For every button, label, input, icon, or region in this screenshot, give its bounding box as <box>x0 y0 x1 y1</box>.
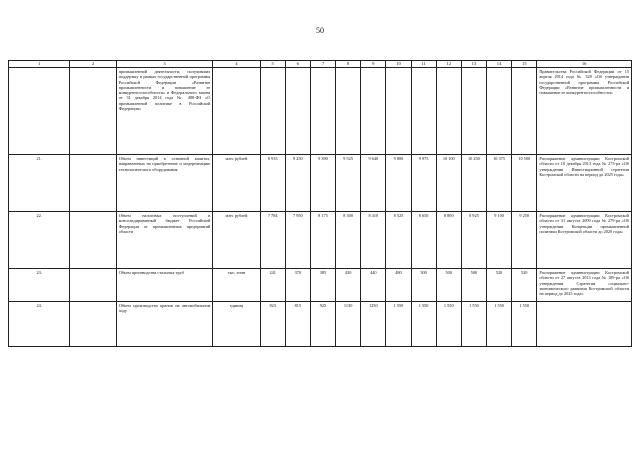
row-col2 <box>70 269 116 302</box>
value-cell: 1 550 <box>487 302 512 347</box>
row-number: 21. <box>9 155 70 212</box>
value-cell <box>310 68 335 155</box>
value-cell: 480 <box>386 269 411 302</box>
indicator-name: Объем инвестиций в основной капитал, направленных на приобретение и модернизацию технологического оборудования <box>116 155 213 212</box>
indicator-unit: млн. рублей <box>213 155 260 212</box>
row-number: 22. <box>9 212 70 269</box>
indicator-unit <box>213 68 260 155</box>
value-cell: 1250 <box>361 302 386 347</box>
value-cell: 9 525 <box>336 155 361 212</box>
value-cell: 9 250 <box>512 212 537 269</box>
header-cell: 10 <box>386 61 411 68</box>
indicator-unit: млн. рублей <box>213 212 260 269</box>
value-cell: 9 640 <box>361 155 386 212</box>
value-cell: 8 650 <box>411 212 436 269</box>
value-cell <box>260 68 285 155</box>
value-cell: 9 390 <box>310 155 335 212</box>
value-cell: 241 <box>260 269 285 302</box>
value-cell: 9 800 <box>386 155 411 212</box>
source-document <box>537 302 632 347</box>
header-cell: 11 <box>411 61 436 68</box>
row-number: 23. <box>9 269 70 302</box>
source-document: Распоряжение администрации Костромской области от 27 августа 2013 года № 189-ра «Об утверждении Стратегии социально-экономического развития Костромской области на период до 2025 года» <box>537 269 632 302</box>
value-cell <box>436 68 461 155</box>
header-cell: 2 <box>70 61 116 68</box>
source-document: Распоряжение администрации Костромской области от 31 августа 2009 года № 279-ра «Об утверждении Концепции промышленной политики Костромской области до 2020 года» <box>537 212 632 269</box>
row-number: 24. <box>9 302 70 347</box>
value-cell: 1 550 <box>436 302 461 347</box>
value-cell: 823 <box>260 302 285 347</box>
row-col2 <box>70 212 116 269</box>
value-cell: 8 525 <box>386 212 411 269</box>
value-cell: 500 <box>411 269 436 302</box>
indicator-name: промышленной деятельности, получивших поддержку в рамках государственной программы Российской Федерации «Развитие промышленности и повышение ее конкурентоспособности» и Федерального закона от 31 декабря 2014 года № 488-ФЗ «О промышленной политике в Российской Федерации» <box>116 68 213 155</box>
value-cell: 8 300 <box>336 212 361 269</box>
page-number: 50 <box>316 26 324 35</box>
value-cell: 430 <box>336 269 361 302</box>
header-cell: 9 <box>361 61 386 68</box>
value-cell: 370 <box>285 269 310 302</box>
value-cell: 385 <box>310 269 335 302</box>
indicator-unit: единиц <box>213 302 260 347</box>
value-cell: 520 <box>487 269 512 302</box>
header-cell: 1 <box>9 61 70 68</box>
row-col2 <box>70 302 116 347</box>
header-cell: 14 <box>487 61 512 68</box>
header-cell: 8 <box>336 61 361 68</box>
value-cell <box>386 68 411 155</box>
header-cell: 12 <box>436 61 461 68</box>
header-cell: 6 <box>285 61 310 68</box>
value-cell: 1130 <box>336 302 361 347</box>
table-header-row <box>9 61 632 68</box>
indicator-unit: тыс. тонн <box>213 269 260 302</box>
value-cell: 9 100 <box>487 212 512 269</box>
header-cell: 3 <box>116 61 213 68</box>
value-cell: 10 375 <box>487 155 512 212</box>
header-cell: 16 <box>537 61 632 68</box>
value-cell: 1 550 <box>386 302 411 347</box>
row-number <box>9 68 70 155</box>
value-cell: 520 <box>512 269 537 302</box>
value-cell: 10 250 <box>461 155 486 212</box>
table-row <box>9 155 632 212</box>
value-cell <box>285 68 310 155</box>
value-cell: 500 <box>461 269 486 302</box>
value-cell <box>487 68 512 155</box>
value-cell: 815 <box>285 302 310 347</box>
header-cell: 15 <box>512 61 537 68</box>
indicator-name: Объем налоговых поступлений в консолидированный бюджет Российской Федерации от промышленных предприятий области <box>116 212 213 269</box>
source-document: Правительства Российской Федерации от 15 апреля 2014 года № 328 «Об утверждении государственной программы Российской Федерации «Развитие промышленности и повышение ее конкурентоспособности» <box>537 68 632 155</box>
source-document: Распоряжение администрации Костромской области от 10 декабря 2013 года № 273-ра «Об утверждении Инвестиционной стратегии Костромской области на период до 2025 года» <box>537 155 632 212</box>
value-cell: 10 100 <box>436 155 461 212</box>
row-col2 <box>70 68 116 155</box>
table-row <box>9 269 632 302</box>
indicators-table <box>8 60 632 347</box>
value-cell <box>361 68 386 155</box>
value-cell: 9 975 <box>411 155 436 212</box>
header-cell: 7 <box>310 61 335 68</box>
value-cell: 925 <box>310 302 335 347</box>
value-cell: 10 500 <box>512 155 537 212</box>
value-cell: 8 925 <box>461 212 486 269</box>
table-row <box>9 68 632 155</box>
value-cell: 440 <box>361 269 386 302</box>
value-cell: 8 935 <box>260 155 285 212</box>
table-row <box>9 302 632 347</box>
value-cell: 1 550 <box>461 302 486 347</box>
value-cell: 7 784 <box>260 212 285 269</box>
value-cell: 1 550 <box>411 302 436 347</box>
value-cell: 7 950 <box>285 212 310 269</box>
indicator-name: Объем производства стальных труб <box>116 269 213 302</box>
header-cell: 13 <box>461 61 486 68</box>
value-cell: 1 550 <box>512 302 537 347</box>
header-cell: 5 <box>260 61 285 68</box>
header-cell: 4 <box>213 61 260 68</box>
value-cell: 8 175 <box>310 212 335 269</box>
value-cell <box>336 68 361 155</box>
value-cell: 8 800 <box>436 212 461 269</box>
value-cell <box>512 68 537 155</box>
value-cell <box>411 68 436 155</box>
indicator-name: Объем производства кранов на автомобильном ходу <box>116 302 213 347</box>
row-col2 <box>70 155 116 212</box>
table-row <box>9 212 632 269</box>
value-cell: 9 250 <box>285 155 310 212</box>
value-cell: 500 <box>436 269 461 302</box>
value-cell: 8 410 <box>361 212 386 269</box>
value-cell <box>461 68 486 155</box>
